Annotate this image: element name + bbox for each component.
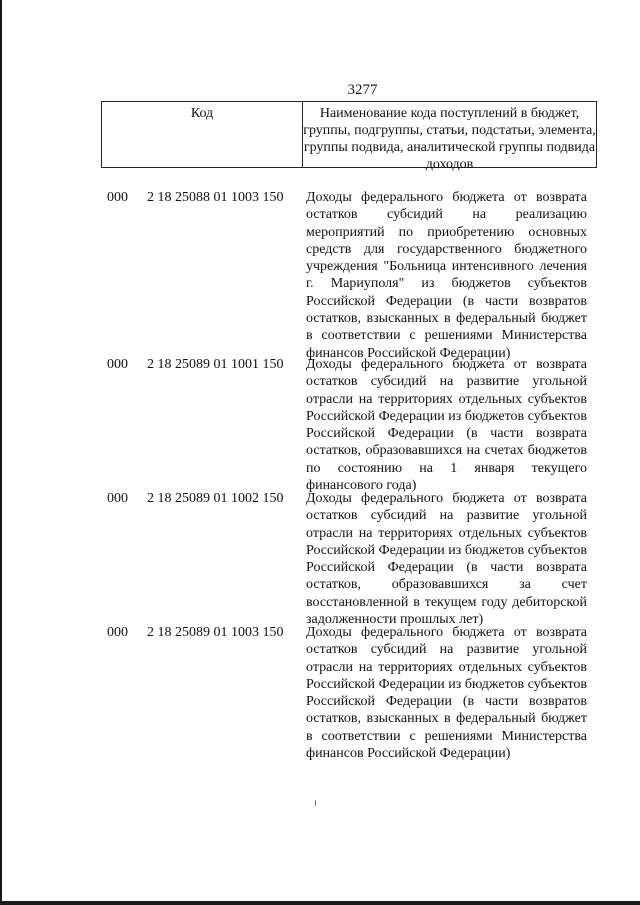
- scan-edge-bottom: [0, 901, 640, 905]
- row-income-code: 2 18 25089 01 1003 150: [147, 625, 284, 640]
- table-header: [101, 101, 597, 172]
- row-admin-code: 000: [107, 357, 128, 372]
- row-description: Доходы федерального бюджета от возврата остатков субсидий на реализацию мероприятий по приобретению основных средств для государственного бюджетного учреждения "Больница интенсивного лечения г. Мариуполя" из бюджетов субъектов Российской Федерации (в части возвратов остатков, взысканных в федеральный бюджет в соответствии с решениями Министерства финансов Российской Федерации): [306, 190, 587, 361]
- row-income-code: 2 18 25089 01 1002 150: [147, 491, 284, 506]
- row-description: Доходы федерального бюджета от возврата остатков субсидий на развитие угольной отрасли на территориях отдельных субъектов Российской Федерации из бюджетов субъектов Российской Федерации (в части возвратов остатков, взысканных в федеральный бюджет в соответствии с решениями Министерства финансов Российской Федерации): [306, 625, 587, 762]
- page-number: 3277: [347, 82, 378, 98]
- scan-speck: [315, 800, 316, 806]
- header-name-label: Наименование кода поступлений в бюджет, группы, подгруппы, статьи, подстатьи, элемента, группы подвида, аналитической группы подвида доходов: [303, 106, 596, 172]
- row-description: Доходы федерального бюджета от возврата остатков субсидий на развитие угольной отрасли на территориях отдельных субъектов Российской Федерации из бюджетов субъектов Российской Федерации (в части возврата остатков, образовавшихся за счет восстановленной в текущем году дебиторской задолженности прошлых лет): [306, 491, 587, 628]
- row-admin-code: 000: [107, 491, 128, 506]
- row-admin-code: 000: [107, 190, 128, 205]
- row-income-code: 2 18 25088 01 1003 150: [147, 190, 284, 205]
- row-admin-code: 000: [107, 625, 128, 640]
- row-description: Доходы федерального бюджета от возврата остатков субсидий на развитие угольной отрасли на территориях отдельных субъектов Российской Федерации из бюджетов субъектов Российской Федерации (в части возврата остатков, образовавшихся на счетах бюджетов по состоянию на 1 января текущего финансового года): [306, 357, 587, 494]
- row-income-code: 2 18 25089 01 1001 150: [147, 357, 284, 372]
- header-code-label: Код: [190, 106, 214, 121]
- scan-edge-left: [0, 0, 2, 905]
